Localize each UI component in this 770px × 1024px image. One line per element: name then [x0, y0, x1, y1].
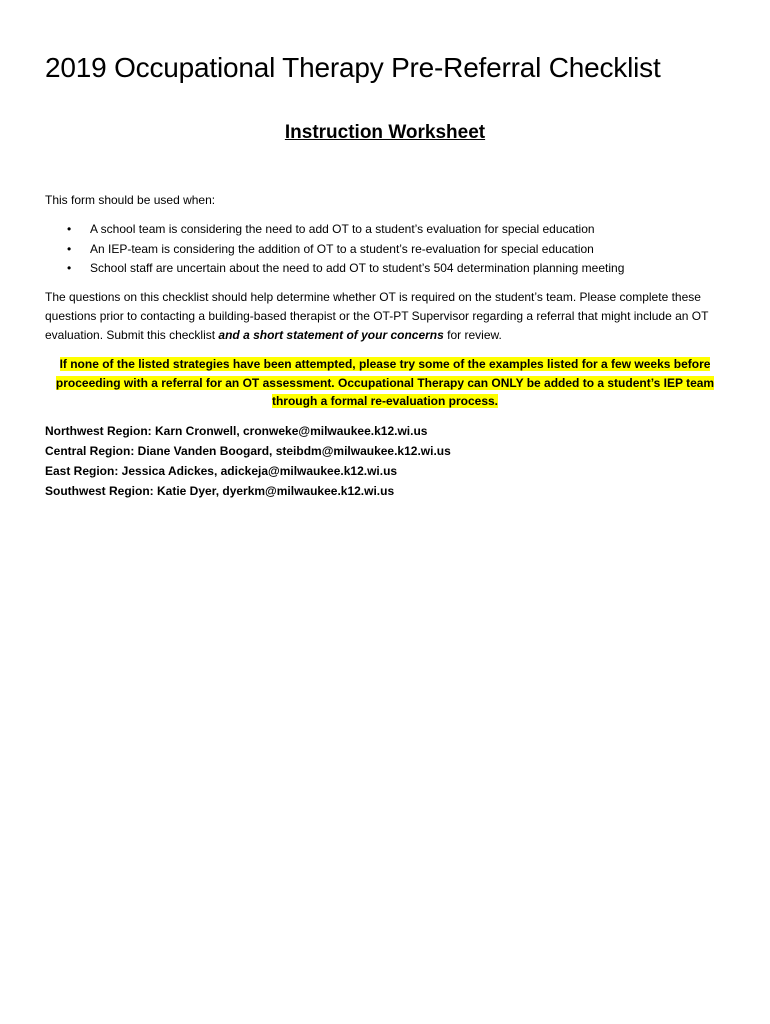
- paragraph-emphasis: and a short statement of your concerns: [218, 328, 444, 342]
- usage-conditions-list: [45, 220, 725, 279]
- list-item-text: An IEP-team is considering the addition of OT to a student’s re-evaluation for special education: [90, 241, 594, 256]
- region-contacts: [45, 421, 451, 501]
- instructions-paragraph: [45, 288, 725, 345]
- list-item-text: A school team is considering the need to add OT to a student’s evaluation for special education: [90, 222, 595, 236]
- contact-southwest: Southwest Region: Katie Dyer, dyerkm@milwaukee.k12.wi.us: [45, 484, 395, 498]
- page-title: 2019 Occupational Therapy Pre-Referral Checklist: [45, 52, 661, 83]
- bullet-icon: •: [67, 261, 72, 275]
- paragraph-text-end: for review.: [443, 328, 502, 342]
- intro-text: This form should be used when:: [45, 193, 216, 207]
- paragraph-text-start: The questions on this checklist should help determine whether OT is required on the student’s team. Please complete these questions prior to contacting a building-based therapist or the OT-PT Supervisor regarding a referral that might include an OT evaluation. Submit this checklist: [45, 290, 709, 342]
- worksheet-subtitle: Instruction Worksheet: [284, 122, 486, 143]
- list-item-text: School staff are uncertain about the need to add OT to student’s 504 determination planning meeting: [90, 261, 625, 275]
- bullet-icon: •: [67, 222, 72, 236]
- notice-text: If none of the listed strategies have been attempted, please try some of the examples listed for a few weeks before proceeding with a referral for an OT assessment. Occupational Therapy can ONLY be added to a student’s IEP team through a formal re-evaluation process.: [55, 357, 715, 408]
- list-item: [45, 259, 725, 279]
- list-item: [45, 220, 725, 240]
- contact-central: Central Region: Diane Vanden Boogard, steibdm@milwaukee.k12.wi.us: [45, 444, 451, 458]
- highlighted-notice: [40, 355, 730, 411]
- bullet-icon: •: [67, 241, 72, 256]
- list-item: [45, 240, 725, 260]
- contact-east: East Region: Jessica Adickes, adickeja@milwaukee.k12.wi.us: [45, 464, 398, 478]
- contact-northwest: Northwest Region: Karn Cronwell, cronweke@milwaukee.k12.wi.us: [45, 424, 428, 438]
